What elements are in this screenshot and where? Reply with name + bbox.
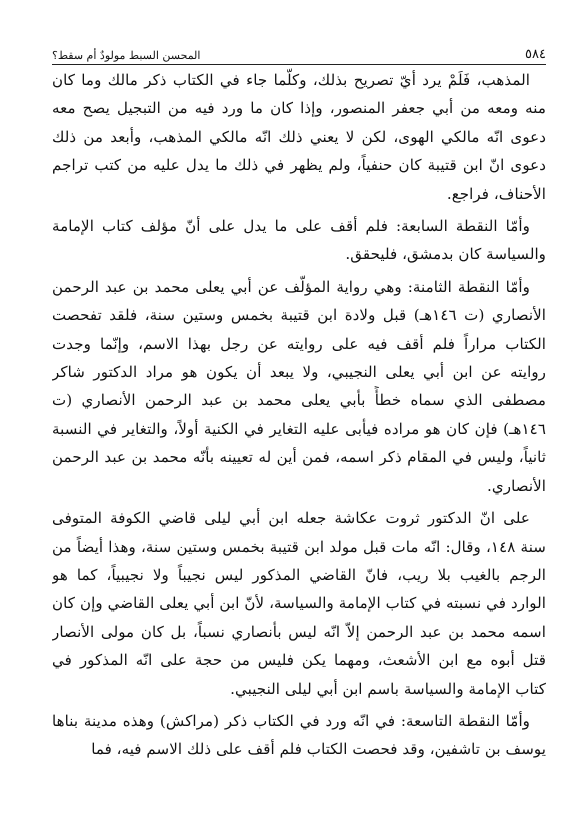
page-number: ٥٨٤ [525, 47, 546, 62]
text-line: اسمه محمد بن عبد الرحمن إلاّ انّه ليس بأنصاري نسباً، بل كان مولى الأنصار [52, 622, 546, 641]
text-line: وأمّا النقطة التاسعة: في انّه ورد في الكتاب ذكر (مراكش) وهذه مدينة بناها [52, 711, 530, 730]
text-line: يوسف بن تاشفين، وقد فحصت الكتاب فلم أقف على ذلك الاسم فيه، فما [91, 740, 546, 759]
text-line: سنة ١٤٨، وقال: انّه مات قبل مولد ابن قتيبة بخمس وستين سنة، وهذا أيضاً من [52, 537, 546, 556]
text-line: دعوى انّ ابن قتيبة كان حنفياً، ولم يظهر في ذلك ما يدل عليه من كتب تراجم [52, 156, 546, 175]
text-line: والسياسة كان بدمشق، فليحقق. [345, 245, 546, 264]
paragraph [52, 273, 546, 500]
paragraph [52, 707, 546, 764]
header-rule [52, 64, 546, 65]
text-line: ثانياً، وليس في المقام ذكر اسمه، فمن أين له تعيينه بأنّه محمد بن عبد الرحمن [52, 448, 546, 467]
text-line: قتل أبوه مع ابن الأشعث، ومهما يكن فليس من حجة على انّه المذكور في [52, 651, 546, 670]
text-line: مصطفى الذي سماه خطأً بأبي يعلى محمد بن عبد الرحمن الأنصاري (ت [52, 391, 546, 410]
text-line: دعوى انّه مالكي الهوى، لكن لا يعني ذلك انّه مالكي المذهب، وأبعد من ذلك [52, 127, 546, 146]
text-line: منه ومعه من أبي جعفر المنصور، وإذا كان ما ورد فيه من التبجيل يصح معه [52, 99, 546, 118]
running-title: المحسن السبط مولودٌ أم سقط؟ [52, 49, 201, 62]
body-text [52, 66, 546, 764]
text-line: وأمّا النقطة الثامنة: وهي رواية المؤلّف عن أبي يعلى محمد بن عبد الرحمن [52, 277, 530, 296]
paragraph [52, 212, 546, 269]
text-line: الوارد في نسبته في كتاب الإمامة والسياسة، لأنّ ابن أبي يعلى القاضي وإن كان [52, 594, 546, 613]
text-line: الرجم بالغيب بلا ريب، فانّ القاضي المذكور ليس نجيباً ولا نجيبياً، كما هو [52, 565, 546, 584]
text-line: وأمّا النقطة السابعة: فلم أقف على ما يدل على أنّ مؤلف كتاب الإمامة [52, 217, 530, 236]
text-line: روايته عن ابن أبي يعلى النجيبي، ولا يبعد أن يكون هو مراد الدكتور شاكر [52, 363, 546, 382]
text-line: على انّ الدكتور ثروت عكاشة جعله ابن أبي ليلى قاضي الكوفة المتوفى [52, 509, 530, 528]
text-line: الأحناف، فراجع. [446, 184, 546, 203]
text-line: الكتاب مراراً فلم أقف فيه على روايته عن رجل بهذا الاسم، وإنّما وجدت [52, 334, 546, 353]
text-line: ١٤٦هـ) فإن كان هو مراده فيأبى عليه التغاير في الكنية أولاً، والتغاير في النسبة [52, 419, 546, 438]
paragraph [52, 504, 546, 703]
paragraph [52, 66, 546, 208]
text-line: الأنصاري (ت ١٤٦هـ) قبل ولادة ابن قتيبة بخمس وستين سنة، فلقد تفحصت [52, 306, 546, 325]
text-line: المذهب، فَلَمْ يرد أيّ تصريح بذلك، وكلّما جاء في الكتاب ذكر مالك وما كان [52, 71, 530, 89]
text-line: الأنصاري. [487, 476, 546, 495]
running-header [52, 40, 546, 62]
text-line: كتاب الإمامة والسياسة باسم ابن أبي ليلى النجيبي. [230, 679, 546, 698]
